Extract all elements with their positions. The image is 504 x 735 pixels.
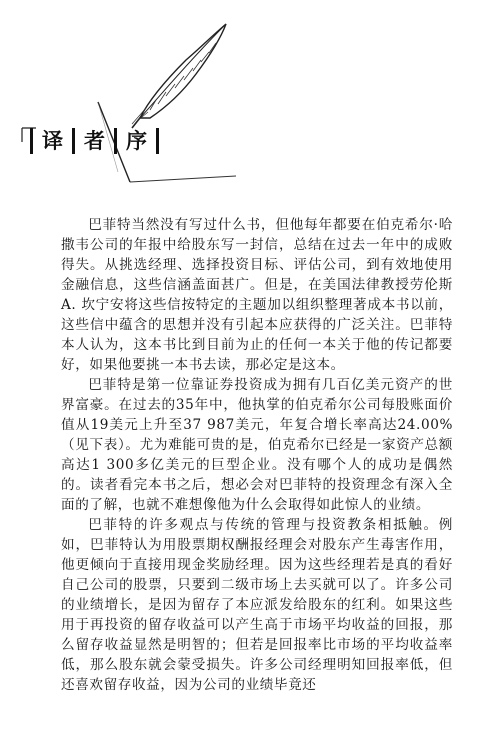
header-decoration	[0, 0, 504, 200]
title-separator	[114, 128, 117, 154]
title-char-2: 者	[84, 129, 105, 153]
paragraph-1: 巴菲特当然没有写过什么书，但他每年都要在伯克希尔·哈撒韦公司的年报中给股东写一封信，总结在过去一年中的成败得失。从挑选经理、选择投资目标、评估公司，到有效地使用金融信息，这些信涵盖面甚广。但是，在美国法律教授劳伦斯 A. 坎宁安将这些信按特定的主题加以组织整理著成本书以前，这些信中蕴含的思想并没有引起本应获得的广泛关注。巴菲特本人认为，这本书比到目前为止的任何一本关于他的传记都要好，如果他要挑一本书去读，那必定是这本。	[61, 217, 453, 373]
body-text	[61, 215, 453, 695]
paragraph-2: 巴菲特是第一位靠证券投资成为拥有几百亿美元资产的世界富豪。在过去的35年中，他执掌的伯克希尔公司每股账面价值从19美元上升至37 987美元，年复合增长率高达24.00%（见下表）。尤为难能可贵的是，伯克希尔已经是一家资产总额高达1 300多亿美元的巨型企业。没有哪个人的成功是偶然的。读者看完本书之后，想必会对巴菲特的投资理念有深入全面的了解，也就不难想像他为什么会取得如此惊人的业绩。	[61, 377, 453, 513]
diagonal-rule-2	[130, 176, 236, 182]
feather-quill-icon	[132, 24, 226, 128]
title-separator	[72, 128, 75, 154]
page-title	[30, 126, 159, 156]
title-separator	[156, 128, 159, 154]
title-separator	[30, 128, 33, 154]
paragraph-3: 巴菲特的许多观点与传统的管理与投资教条相抵触。例如，巴菲特认为用股票期权酬报经理会对股东产生毒害作用，他更倾向于直接用现金奖励经理。因为这些经理若是真的看好自己公司的股票，只要到二级市场上去买就可以了。许多公司的业绩增长，是因为留存了本应派发给股东的红利。如果这些用于再投资的留存收益可以产生高于市场平均收益的回报，那么留存收益显然是明智的；但若是回报率比市场的平均收益率低，那么股东就会蒙受损失。许多公司经理明知回报率低，但还喜欢留存收益，因为公司的业绩毕竟还	[61, 517, 453, 693]
title-char-3: 序	[126, 129, 147, 153]
title-char-1: 译	[42, 129, 63, 153]
